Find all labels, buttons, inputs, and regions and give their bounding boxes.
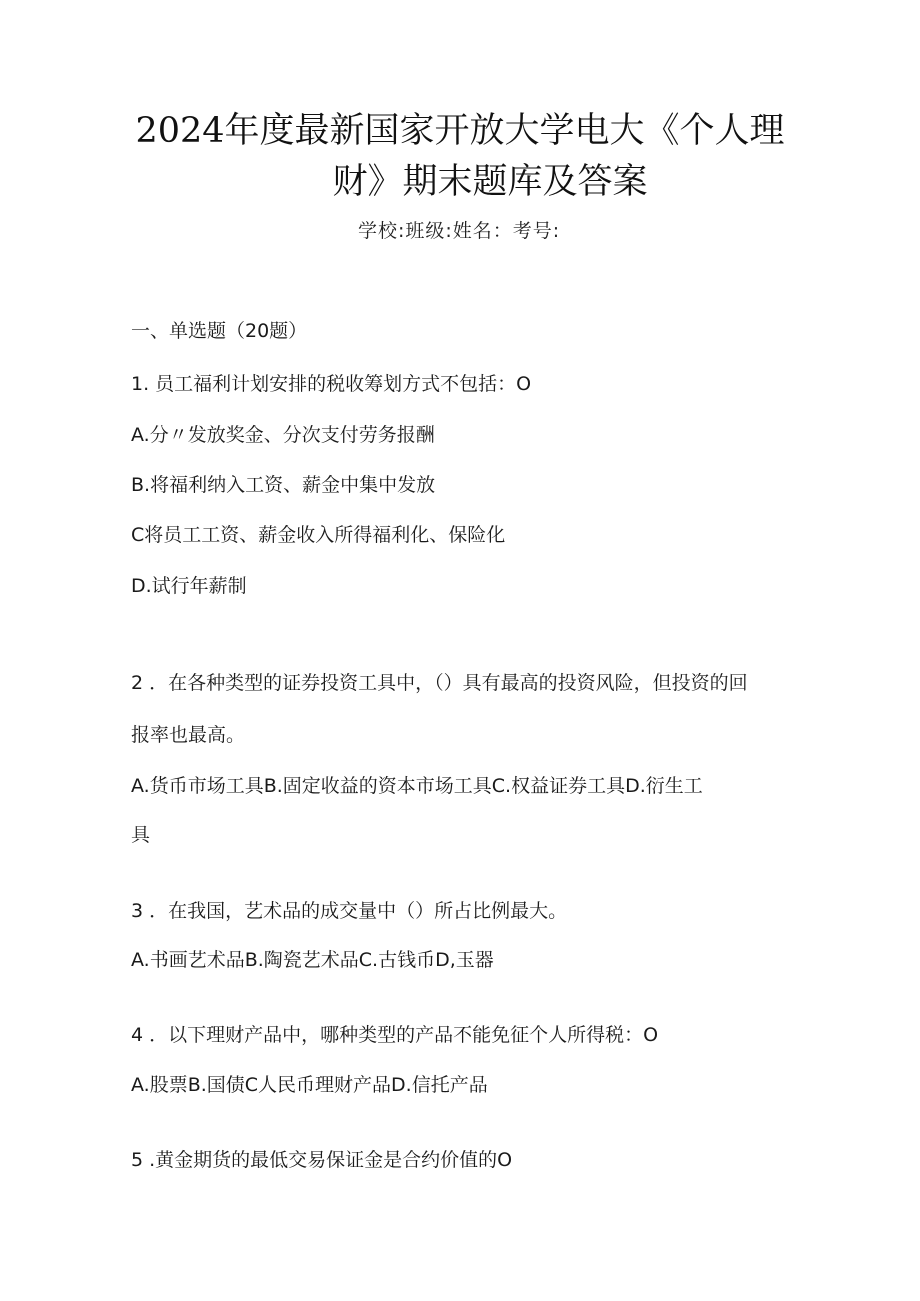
question-4-options: A.股票B.国债C人民币理财产品D.信托产品 bbox=[131, 1074, 488, 1096]
question-3-options: A.书画艺术品B.陶瓷艺术品C.古钱币D,玉器 bbox=[131, 949, 494, 971]
question-2-stem-line-2: 报率也最高。 bbox=[131, 724, 246, 746]
question-1-option-a: A.分〃发放奖金、分次支付劳务报酬 bbox=[131, 424, 435, 446]
question-1-option-c: C将员工工资、薪金收入所得福利化、保险化 bbox=[131, 524, 506, 546]
question-1-option-b: B.将福利纳入工资、薪金中集中发放 bbox=[131, 474, 436, 496]
question-4-stem: 4 ．以下理财产品中，哪种类型的产品不能免征个人所得税：O bbox=[131, 1024, 659, 1046]
question-2-stem-line-1: 2 ．在各种类型的证券投资工具中，（）具有最高的投资风险，但投资的回 bbox=[131, 672, 748, 694]
question-1-stem: 1. 员工福利计划安排的税收筹划方式不包括：O bbox=[131, 373, 532, 395]
student-info-line: 学校:班级:姓名：考号: bbox=[358, 220, 561, 242]
document-title-line-1: 2024年度最新国家开放大学电大《个人理 bbox=[135, 111, 785, 151]
question-5-stem: 5 .黄金期货的最低交易保证金是合约价值的O bbox=[131, 1149, 513, 1171]
question-3-stem: 3 ．在我国，艺术品的成交量中（）所占比例最大。 bbox=[131, 900, 568, 922]
document-title-line-2: 财》期末题库及答案 bbox=[332, 162, 648, 202]
question-2-options-line-2: 具 bbox=[131, 824, 151, 846]
question-2-options-line-1: A.货币市场工具B.固定收益的资本市场工具C.权益证券工具D.衍生工 bbox=[131, 775, 703, 797]
question-1-option-d: D.试行年薪制 bbox=[131, 575, 247, 597]
section-heading: 一、单选题（20题） bbox=[131, 320, 308, 342]
